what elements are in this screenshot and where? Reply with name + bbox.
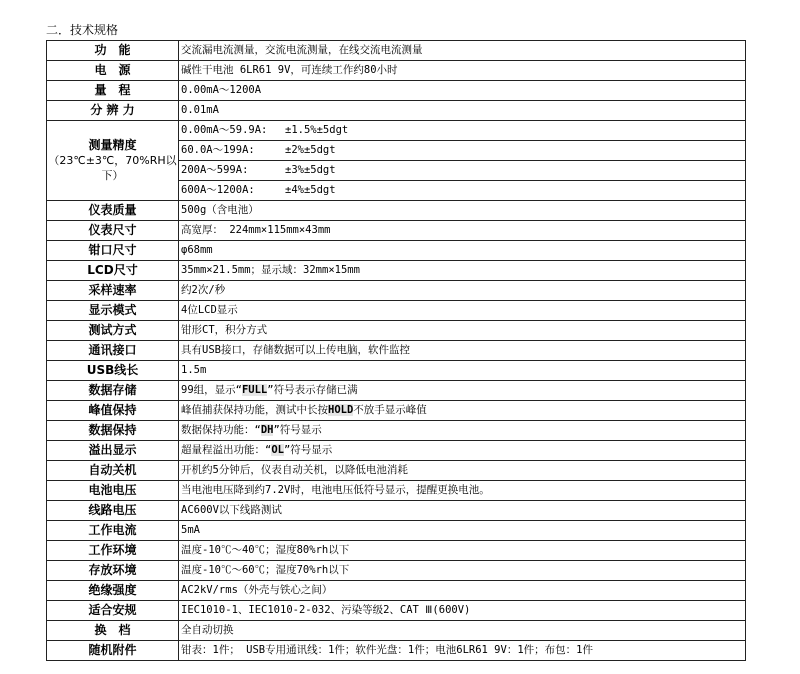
accuracy-title: 测量精度 xyxy=(88,138,137,152)
row-value: 5mA xyxy=(179,521,746,541)
table-row xyxy=(47,641,746,661)
accuracy-condition: （23℃±3℃，70%RH以下） xyxy=(48,154,177,182)
table-row xyxy=(47,81,746,101)
table-row xyxy=(47,521,746,541)
table-row xyxy=(47,201,746,221)
row-label: 仪表质量 xyxy=(47,201,179,221)
row-value: AC2kV/rms（外壳与铁心之间） xyxy=(179,581,746,601)
row-value: AC600V以下线路测试 xyxy=(179,501,746,521)
accuracy-label xyxy=(47,121,179,201)
row-label: 存放环境 xyxy=(47,561,179,581)
row-label: 工作电流 xyxy=(47,521,179,541)
row-value: 1.5m xyxy=(179,361,746,381)
accuracy-item xyxy=(179,141,746,161)
value-text: 不放手显示峰值 xyxy=(353,404,427,416)
spec-table xyxy=(46,40,746,661)
value-text: 数据保持功能：“ xyxy=(181,424,261,436)
row-value xyxy=(179,401,746,421)
row-label: 采样速率 xyxy=(47,281,179,301)
table-row xyxy=(47,301,746,321)
row-value xyxy=(179,441,746,461)
ol-symbol: OL xyxy=(271,444,284,456)
row-label: 分 辨 力 xyxy=(47,101,179,121)
table-row xyxy=(47,421,746,441)
row-value: 碱性干电池 6LR61 9V，可连续工作约80小时 xyxy=(179,61,746,81)
table-row xyxy=(47,41,746,61)
row-label: 通讯接口 xyxy=(47,341,179,361)
hold-symbol: HOLD xyxy=(328,404,354,416)
dh-symbol: DH xyxy=(260,424,274,436)
value-text: 超量程溢出功能：“ xyxy=(181,444,272,456)
row-value: 0.01mA xyxy=(179,101,746,121)
table-row xyxy=(47,601,746,621)
row-value xyxy=(179,421,746,441)
row-value: 钳形CT，积分方式 xyxy=(179,321,746,341)
value-text: 峰值捕获保持功能，测试中长按 xyxy=(181,404,328,416)
row-label: 数据存储 xyxy=(47,381,179,401)
table-row xyxy=(47,261,746,281)
row-value: 4位LCD显示 xyxy=(179,301,746,321)
table-row xyxy=(47,401,746,421)
row-label: 数据保持 xyxy=(47,421,179,441)
table-row xyxy=(47,441,746,461)
row-value xyxy=(179,381,746,401)
row-value: 约2次/秒 xyxy=(179,281,746,301)
row-label: 仪表尺寸 xyxy=(47,221,179,241)
accuracy-value: ±2%±5dgt xyxy=(285,144,336,156)
table-row xyxy=(47,241,746,261)
row-label: 适合安规 xyxy=(47,601,179,621)
value-text: ”符号表示存储已满 xyxy=(267,384,358,396)
row-label: 电池电压 xyxy=(47,481,179,501)
row-label: 工作环境 xyxy=(47,541,179,561)
row-value: 35mm×21.5mm；显示域：32mm×15mm xyxy=(179,261,746,281)
table-row xyxy=(47,621,746,641)
row-label: 随机附件 xyxy=(47,641,179,661)
table-row xyxy=(47,341,746,361)
row-label: 峰值保持 xyxy=(47,401,179,421)
table-row xyxy=(47,101,746,121)
row-label: 线路电压 xyxy=(47,501,179,521)
row-value: 高宽厚： 224mm×115mm×43mm xyxy=(179,221,746,241)
row-value: φ68mm xyxy=(179,241,746,261)
table-row xyxy=(47,581,746,601)
accuracy-range: 60.0A～199A: xyxy=(181,144,255,156)
accuracy-value: ±4%±5dgt xyxy=(285,184,336,196)
row-value: 500g（含电池） xyxy=(179,201,746,221)
full-symbol: FULL xyxy=(241,384,268,396)
row-value: IEC1010-1、IEC1010-2-032、污染等级2、CAT Ⅲ(600V) xyxy=(179,601,746,621)
row-value: 开机约5分钟后，仪表自动关机，以降低电池消耗 xyxy=(179,461,746,481)
row-label: 溢出显示 xyxy=(47,441,179,461)
row-label: 显示模式 xyxy=(47,301,179,321)
row-value: 0.00mA～1200A xyxy=(179,81,746,101)
table-row xyxy=(47,281,746,301)
section-title: 二．技术规格 xyxy=(46,23,119,37)
table-row xyxy=(47,321,746,341)
table-row xyxy=(47,541,746,561)
row-value: 钳表：1件； USB专用通讯线：1件；软件光盘：1件；电池6LR61 9V：1件；布包：1件 xyxy=(179,641,746,661)
accuracy-value: ±1.5%±5dgt xyxy=(285,124,349,136)
row-value: 具有USB接口，存储数据可以上传电脑，软件监控 xyxy=(179,341,746,361)
value-text: ”符号显示 xyxy=(273,424,322,436)
row-label: 钳口尺寸 xyxy=(47,241,179,261)
table-row xyxy=(47,461,746,481)
table-row xyxy=(47,361,746,381)
row-value: 温度-10℃～60℃；湿度70%rh以下 xyxy=(179,561,746,581)
table-row xyxy=(47,561,746,581)
accuracy-range: 0.00mA～59.9A: xyxy=(181,124,268,136)
value-text: ”符号显示 xyxy=(283,444,333,456)
table-row xyxy=(47,381,746,401)
row-label: 功 能 xyxy=(47,41,179,61)
accuracy-range: 600A～1200A: xyxy=(181,184,255,196)
table-row xyxy=(47,61,746,81)
accuracy-range: 200A～599A: xyxy=(181,164,249,176)
accuracy-item xyxy=(179,121,746,141)
value-text: 99组，显示“ xyxy=(181,384,242,396)
row-value: 全自动切换 xyxy=(179,621,746,641)
row-label: LCD尺寸 xyxy=(47,261,179,281)
table-row xyxy=(47,221,746,241)
row-label: USB线长 xyxy=(47,361,179,381)
table-row xyxy=(47,501,746,521)
row-value: 温度-10℃～40℃；湿度80%rh以下 xyxy=(179,541,746,561)
accuracy-value: ±3%±5dgt xyxy=(285,164,336,176)
row-label: 电 源 xyxy=(47,61,179,81)
row-value: 交流漏电流测量，交流电流测量，在线交流电流测量 xyxy=(179,41,746,61)
table-row xyxy=(47,481,746,501)
row-label: 自动关机 xyxy=(47,461,179,481)
row-label: 测试方式 xyxy=(47,321,179,341)
accuracy-item xyxy=(179,161,746,181)
row-label: 换 档 xyxy=(47,621,179,641)
row-label: 绝缘强度 xyxy=(47,581,179,601)
row-value: 当电池电压降到约7.2V时，电池电压低符号显示，提醒更换电池。 xyxy=(179,481,746,501)
row-label: 量 程 xyxy=(47,81,179,101)
table-row xyxy=(47,121,746,141)
accuracy-item xyxy=(179,181,746,201)
